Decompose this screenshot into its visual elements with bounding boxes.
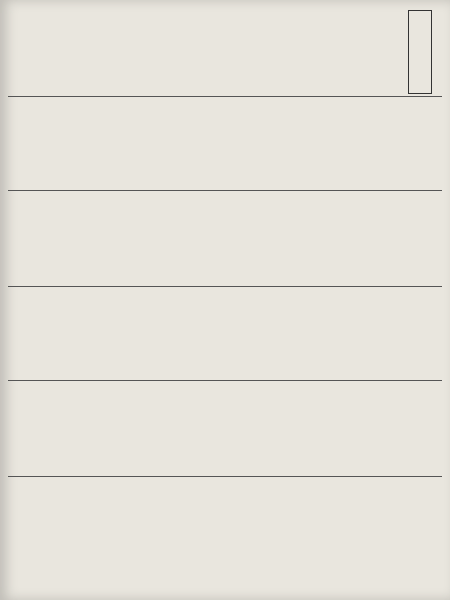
index-block-6 <box>10 481 440 569</box>
block-divider <box>8 380 442 381</box>
block-divider <box>8 96 442 97</box>
index-block-3 <box>10 195 440 283</box>
index-block-1 <box>10 8 400 96</box>
block-divider <box>8 476 442 477</box>
block-divider <box>8 286 442 287</box>
page-title <box>408 10 432 94</box>
index-block-5 <box>10 385 440 473</box>
index-block-4 <box>10 291 440 379</box>
index-block-2 <box>10 101 440 189</box>
block-divider <box>8 190 442 191</box>
